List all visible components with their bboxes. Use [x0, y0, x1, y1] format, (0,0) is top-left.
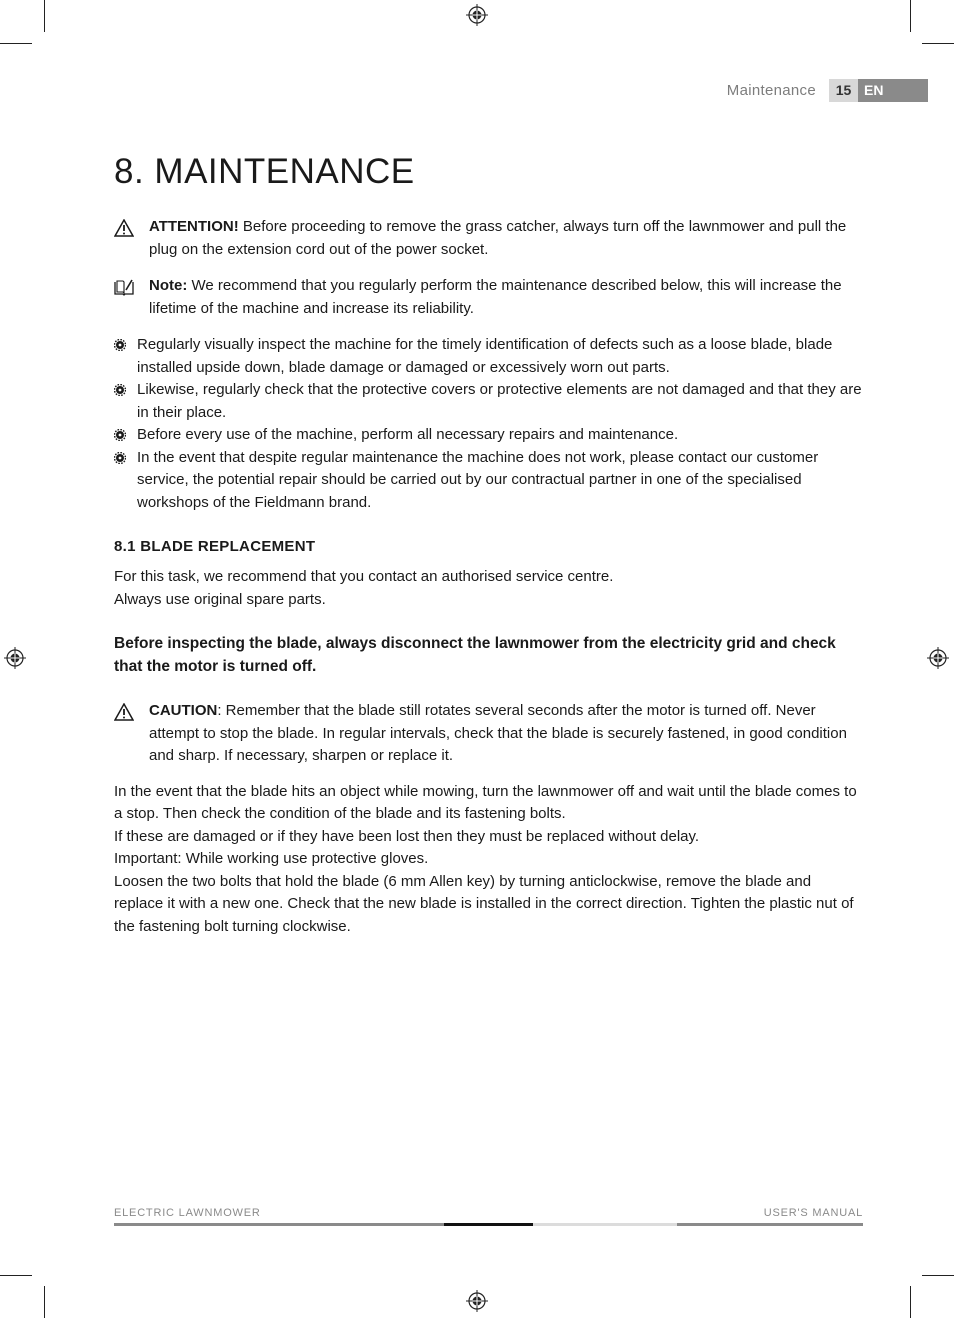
page-number: 15	[829, 79, 858, 102]
footer-bar-segment	[677, 1223, 863, 1226]
crop-mark	[922, 43, 954, 44]
registration-mark-icon	[466, 1290, 488, 1312]
gear-bullet-icon	[114, 339, 126, 351]
registration-mark-icon	[4, 647, 26, 669]
bullet-text: Before every use of the machine, perform all necessary repairs and maintenance.	[137, 426, 679, 443]
crop-mark	[922, 1275, 954, 1276]
intro-line: For this task, we recommend that you contact an authorised service centre.	[114, 568, 614, 585]
note-text: We recommend that you regularly perform the maintenance described below, this will increase the lifetime of the machine and increase its reliability.	[149, 277, 842, 317]
registration-mark-icon	[466, 4, 488, 26]
list-item	[114, 379, 862, 424]
crop-mark	[910, 0, 911, 32]
footer-document-type: USER'S MANUAL	[763, 1207, 863, 1219]
list-item	[114, 447, 862, 515]
caution-label: CAUTION	[149, 702, 218, 719]
body-paragraph: Important: While working use protective gloves.	[114, 850, 429, 867]
gear-bullet-icon	[114, 429, 126, 441]
body-paragraph: If these are damaged or if they have been lost then they must be replaced without delay.	[114, 827, 700, 845]
warning-triangle-icon	[114, 703, 134, 721]
bullet-text: In the event that despite regular maintenance the machine does not work, please contact our customer service, the potential repair should be carried out by our contractual partner in one of the specialised workshops of the Fieldmann brand.	[137, 448, 819, 511]
crop-mark	[44, 0, 45, 32]
footer-product-name: ELECTRIC LAWNMOWER	[114, 1207, 261, 1219]
bullet-text: Likewise, regularly check that the protective covers or protective elements are not damaged and that they are in their place.	[137, 381, 862, 421]
page-title: 8. MAINTENANCE	[114, 152, 415, 191]
gear-bullet-icon	[114, 452, 126, 464]
registration-mark-icon	[927, 647, 949, 669]
page-content	[114, 148, 862, 938]
maintenance-bullet-list	[114, 334, 862, 514]
crop-mark	[44, 1286, 45, 1318]
list-item	[114, 424, 862, 447]
body-paragraph: In the event that the blade hits an object while mowing, turn the lawnmower off and wait until the blade comes to a stop. Then check the condition of the blade and its fastening bolts.	[114, 782, 857, 822]
language-badge: EN	[858, 79, 928, 102]
disconnect-warning: Before inspecting the blade, always disconnect the lawnmower from the electricity grid and check that the motor is turned off.	[114, 635, 836, 675]
note-label: Note:	[149, 277, 188, 294]
section-heading-blade-replacement: 8.1 BLADE REPLACEMENT	[114, 538, 316, 555]
list-item	[114, 334, 862, 379]
caution-notice	[114, 700, 862, 768]
note-notice	[114, 275, 862, 320]
gear-bullet-icon	[114, 384, 126, 396]
note-book-icon	[114, 278, 134, 296]
attention-text: Before proceeding to remove the grass catcher, always turn off the lawnmower and pull the plug on the extension cord out of the power socket.	[149, 218, 847, 258]
attention-notice	[114, 216, 862, 261]
intro-line: Always use original spare parts.	[114, 590, 326, 608]
footer-bar-segment	[444, 1223, 533, 1226]
bullet-text: Regularly visually inspect the machine for the timely identification of defects such as a loose blade, blade installed upside down, blade damage or damaged or excessively worn out parts.	[137, 336, 833, 376]
header-section-title: Maintenance	[726, 82, 816, 99]
warning-triangle-icon	[114, 219, 134, 237]
crop-mark	[0, 43, 32, 44]
crop-mark	[0, 1275, 32, 1276]
crop-mark	[910, 1286, 911, 1318]
attention-label: ATTENTION!	[149, 218, 239, 235]
body-paragraph: Loosen the two bolts that hold the blade (6 mm Allen key) by turning anticlockwise, remove the blade and replace it with a new one. Check that the new blade is installed in the correct direction. Tighten the plastic nut of the fastening bolt turning clockwise.	[114, 872, 854, 935]
footer-bar-segment	[533, 1223, 677, 1226]
caution-text: : Remember that the blade still rotates several seconds after the motor is turned off. Never attempt to stop the blade. In regular intervals, check that the blade is securely fastened, in good condition and sharp. If necessary, sharpen or replace it.	[149, 702, 847, 764]
footer-bar-segment	[114, 1223, 444, 1226]
